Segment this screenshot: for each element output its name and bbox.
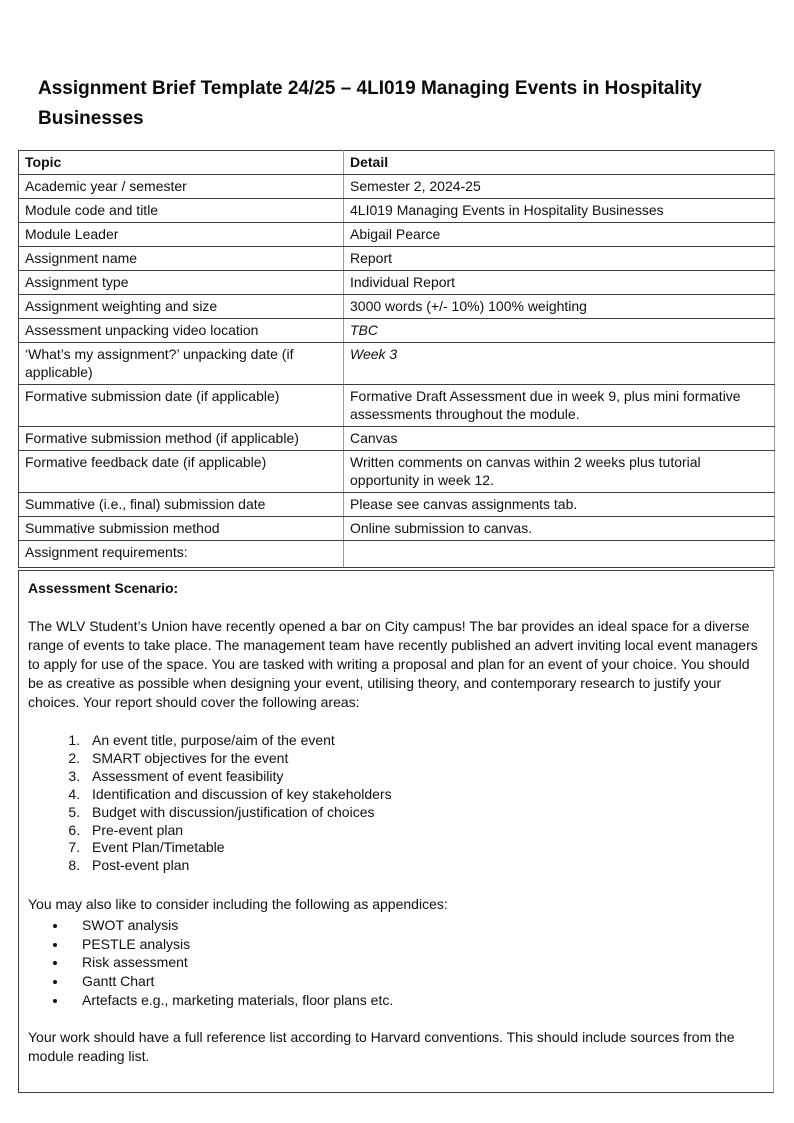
topic-cell: Assignment name — [19, 247, 344, 271]
table-row — [19, 295, 775, 319]
table-row — [19, 271, 775, 295]
report-area-item: 8. Post-event plan — [84, 857, 763, 875]
detail-cell: Written comments on canvas within 2 weeks plus tutorial opportunity in week 12. — [344, 451, 775, 493]
detail-cell: Canvas — [344, 427, 775, 451]
detail-cell: Formative Draft Assessment due in week 9, plus mini formative assessments throughout the module. — [344, 385, 775, 427]
detail-cell: Online submission to canvas. — [344, 517, 775, 541]
table-row — [19, 385, 775, 427]
detail-cell: Semester 2, 2024-25 — [344, 175, 775, 199]
assessment-scenario-box — [18, 570, 774, 1093]
appendix-item: • Artefacts e.g., marketing materials, floor plans etc. — [68, 991, 763, 1010]
topic-cell: Module code and title — [19, 199, 344, 223]
topic-cell: Formative submission date (if applicable) — [19, 385, 344, 427]
report-area-item: 1. An event title, purpose/aim of the event — [84, 732, 763, 750]
detail-cell: 4LI019 Managing Events in Hospitality Businesses — [344, 199, 775, 223]
report-areas-list — [28, 732, 763, 875]
detail-cell: Week 3 — [344, 343, 775, 385]
appendices-list — [28, 916, 763, 1009]
appendix-item: • PESTLE analysis — [68, 935, 763, 954]
appendix-item: • Gantt Chart — [68, 972, 763, 991]
topic-cell: Assignment requirements: — [19, 541, 344, 568]
table-row — [19, 223, 775, 247]
report-area-item: 5. Budget with discussion/justification of choices — [84, 804, 763, 822]
table-header-row — [19, 151, 775, 175]
topic-cell: Assignment weighting and size — [19, 295, 344, 319]
topic-cell: Assignment type — [19, 271, 344, 295]
appendices-intro-paragraph: You may also like to consider including the following as appendices: — [28, 896, 448, 913]
topic-cell: Assessment unpacking video location — [19, 319, 344, 343]
detail-cell — [344, 541, 775, 568]
scenario-heading: Assessment Scenario: — [28, 580, 179, 596]
topic-cell: ‘What’s my assignment?’ unpacking date (if applicable) — [19, 343, 344, 385]
detail-column-header: Detail — [344, 151, 775, 175]
detail-cell: Please see canvas assignments tab. — [344, 493, 775, 517]
detail-cell: 3000 words (+/- 10%) 100% weighting — [344, 295, 775, 319]
report-area-item: 2. SMART objectives for the event — [84, 750, 763, 768]
table-row — [19, 199, 775, 223]
topic-cell: Module Leader — [19, 223, 344, 247]
table-row — [19, 451, 775, 493]
detail-cell: Report — [344, 247, 775, 271]
table-row — [19, 427, 775, 451]
topic-cell: Summative submission method — [19, 517, 344, 541]
table-row — [19, 319, 775, 343]
scenario-intro-paragraph: The WLV Student’s Union have recently opened a bar on City campus! The bar provides an ideal space for a diverse range of events to take place. The management team have recently published an advert inviting local event managers to apply for use of the space. You are tasked with writing a proposal and plan for an event of your choice. You should be as creative as possible when designing your event, utilising theory, and contemporary research to justify your choices. Your report should cover the following areas: — [28, 618, 758, 710]
table-row — [19, 247, 775, 271]
topic-cell: Formative feedback date (if applicable) — [19, 451, 344, 493]
topic-cell: Summative (i.e., final) submission date — [19, 493, 344, 517]
report-area-item: 3. Assessment of event feasibility — [84, 768, 763, 786]
table-row — [19, 541, 775, 568]
topic-cell: Academic year / semester — [19, 175, 344, 199]
appendix-item: • SWOT analysis — [68, 916, 763, 935]
document-title: Assignment Brief Template 24/25 – 4LI019 Managing Events in Hospitality Businesses — [38, 78, 702, 129]
table-row — [19, 517, 775, 541]
report-area-item: 4. Identification and discussion of key stakeholders — [84, 786, 763, 804]
assignment-info-table — [18, 150, 775, 568]
table-row — [19, 175, 775, 199]
topic-cell: Formative submission method (if applicable) — [19, 427, 344, 451]
appendix-item: • Risk assessment — [68, 953, 763, 972]
report-area-item: 6. Pre-event plan — [84, 822, 763, 840]
detail-cell: TBC — [344, 319, 775, 343]
table-row — [19, 493, 775, 517]
detail-cell: Abigail Pearce — [344, 223, 775, 247]
topic-column-header: Topic — [19, 151, 344, 175]
report-area-item: 7. Event Plan/Timetable — [84, 839, 763, 857]
reference-list-paragraph: Your work should have a full reference list according to Harvard conventions. This should include sources from the module reading list. — [28, 1029, 735, 1065]
table-row — [19, 343, 775, 385]
detail-cell: Individual Report — [344, 271, 775, 295]
